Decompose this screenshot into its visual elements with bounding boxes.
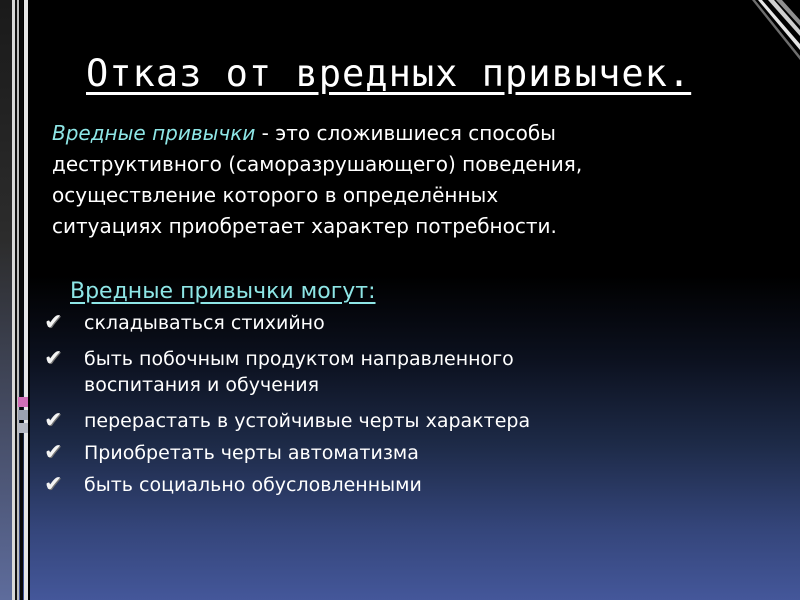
left-decoration-strip: [0, 0, 12, 600]
list-item: [44, 346, 664, 398]
list-item-text: Приобретать черты автоматизма: [84, 442, 419, 464]
definition-line: ситуациях приобретает характер потребности.: [52, 214, 557, 238]
accent-square-gray: [18, 410, 28, 420]
checkmark-icon: ✔: [44, 472, 63, 497]
list-item-text: быть побочным продуктом направленного: [84, 348, 514, 370]
checkmark-icon: ✔: [44, 346, 63, 371]
decorative-bar: [17, 0, 19, 600]
bullet-list: [44, 310, 664, 508]
definition-line: осуществление которого в определённых: [52, 183, 499, 207]
list-item-text: быть социально обусловленными: [84, 474, 422, 496]
list-item: [44, 440, 664, 466]
definition-term: Вредные привычки: [52, 121, 256, 145]
list-item-text: перерастать в устойчивые черты характера: [84, 410, 531, 432]
accent-square-gray: [18, 423, 28, 433]
decorative-bar: [20, 0, 23, 600]
list-item: [44, 310, 664, 336]
checkmark-icon: ✔: [44, 408, 63, 433]
list-item-text: складываться стихийно: [84, 312, 325, 334]
definition-line: деструктивного (саморазрушающего) поведения,: [52, 152, 583, 176]
list-item-text: воспитания и обучения: [84, 374, 320, 396]
decorative-bar: [28, 0, 30, 600]
definition-line-text: - это сложившиеся способы: [255, 121, 556, 145]
list-heading: Вредные привычки могут:: [70, 279, 376, 304]
checkmark-icon: ✔: [44, 440, 63, 465]
accent-square-pink: [18, 397, 28, 407]
list-item: [44, 472, 664, 498]
definition-paragraph: [52, 118, 672, 242]
corner-ribbon-decoration: [752, 0, 800, 130]
list-item: [44, 408, 664, 434]
slide-title: Отказ от вредных привычек.: [86, 52, 692, 95]
definition-line: [52, 118, 672, 149]
checkmark-icon: ✔: [44, 310, 63, 335]
